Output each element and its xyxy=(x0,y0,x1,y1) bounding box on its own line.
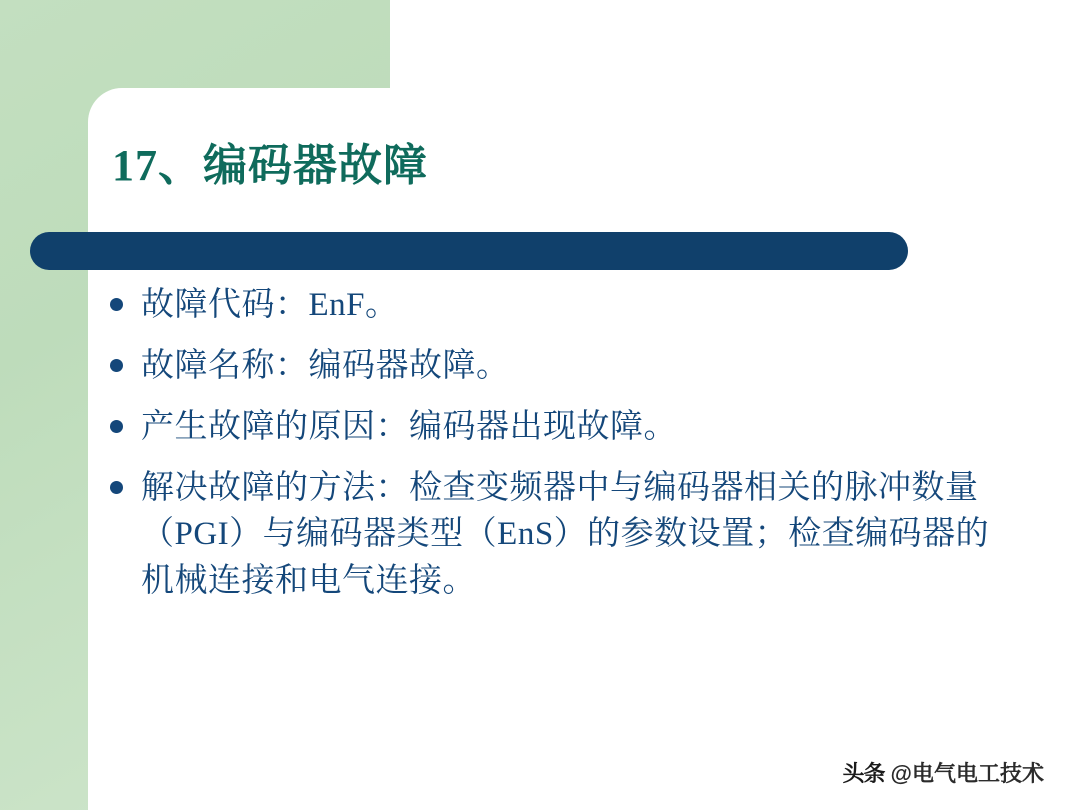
list-item xyxy=(110,465,1030,606)
list-item-text: 故障代码：EnF。 xyxy=(141,287,399,323)
bullet-dot-icon xyxy=(110,298,123,311)
list-item-text: 故障名称：编码器故障。 xyxy=(141,347,510,384)
list-item-text: 产生故障的原因：编码器出现故障。 xyxy=(141,408,677,445)
watermark xyxy=(843,757,1044,788)
list-item-text: 解决故障的方法：检查变频器中与编码器相关的脉冲数量（PGI）与编码器类型（EnS）的参数设置；检查编码器的机械连接和电气连接。 xyxy=(141,469,990,600)
bullet-dot-icon xyxy=(110,359,123,372)
title-underline-bar xyxy=(30,232,908,270)
page-title: 17、编码器故障 xyxy=(112,141,428,190)
bullet-dot-icon xyxy=(110,481,123,494)
bullet-list xyxy=(110,282,1030,619)
list-item xyxy=(110,343,1030,390)
list-item xyxy=(110,404,1030,451)
bullet-dot-icon xyxy=(110,420,123,433)
watermark-text: @电气电工技术 xyxy=(890,761,1044,786)
list-item xyxy=(110,282,1030,329)
toutiao-logo-icon: 头条 xyxy=(842,761,885,786)
